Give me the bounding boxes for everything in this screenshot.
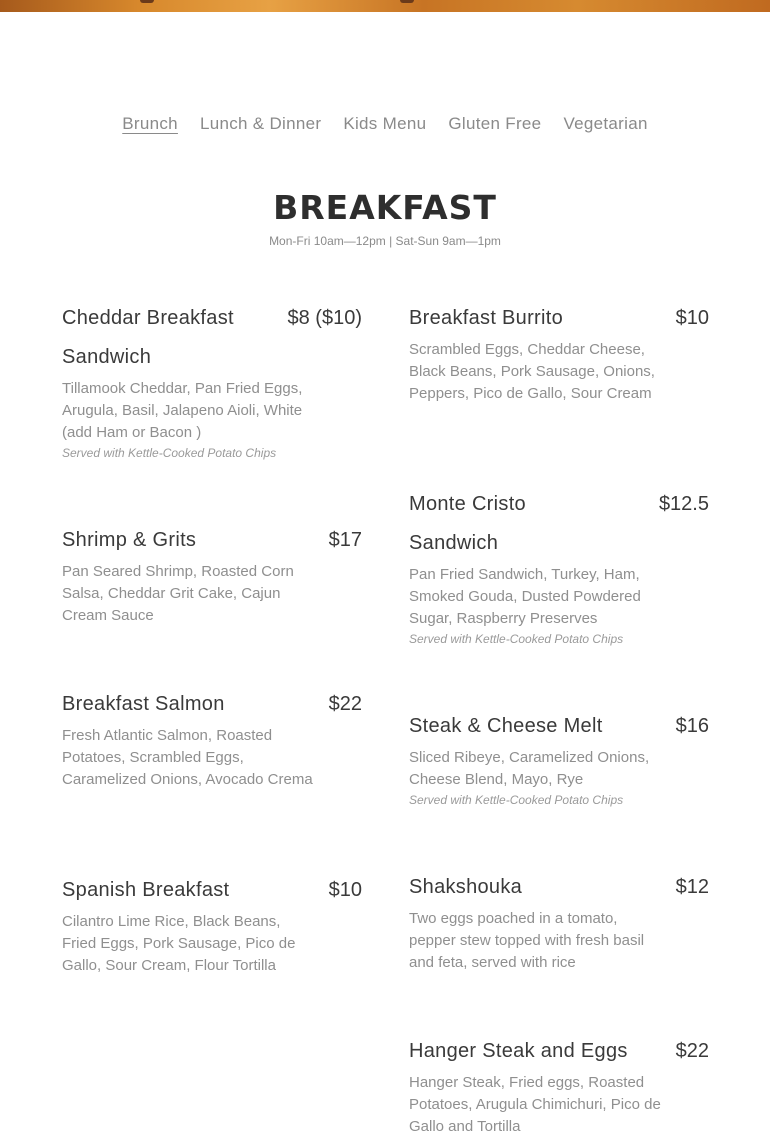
tab-vegetarian[interactable]: Vegetarian xyxy=(563,114,648,133)
hero-image-detail xyxy=(140,0,154,3)
hero-image-strip xyxy=(0,0,770,12)
menu-item-description: Pan Seared Shrimp, Roasted Corn Salsa, Cheddar Grit Cake, Cajun Cream Sauce xyxy=(62,563,294,624)
menu-item-price: $10 xyxy=(328,879,362,901)
menu-item-price: $22 xyxy=(328,693,362,715)
menu-item-description: Sliced Ribeye, Caramelized Onions, Cheese Blend, Mayo, Rye xyxy=(409,749,650,788)
menu-item xyxy=(409,485,709,648)
hero-image-detail xyxy=(400,0,414,3)
menu-item xyxy=(62,685,362,791)
menu-item-note: Served with Kettle-Cooked Potato Chips xyxy=(409,632,624,646)
menu-tabs xyxy=(0,114,770,134)
tab-brunch[interactable]: Brunch xyxy=(122,114,178,133)
menu-item xyxy=(409,868,709,974)
menu-item xyxy=(62,521,362,627)
menu-item-description: Tillamook Cheddar, Pan Fried Eggs, Arugula, Basil, Jalapeno Aioli, White (add Ham or Bacon ) xyxy=(62,380,303,441)
menu-item xyxy=(62,299,362,462)
menu-item-description: Scrambled Eggs, Cheddar Cheese, Black Beans, Pork Sausage, Onions, Peppers, Pico de Gallo, Sour Cream xyxy=(409,341,655,402)
menu-item-price: $10 xyxy=(675,307,709,329)
menu-item-name: Spanish Breakfast xyxy=(62,879,230,901)
menu-item xyxy=(409,707,709,809)
menu-item-price: $22 xyxy=(675,1040,709,1062)
tab-lunch-dinner[interactable]: Lunch & Dinner xyxy=(199,114,322,133)
menu-item-name: Hanger Steak and Eggs xyxy=(409,1040,628,1062)
menu-item-price: $12 xyxy=(675,876,709,898)
menu-item xyxy=(409,299,709,405)
menu-item-name: Shrimp & Grits xyxy=(62,529,197,551)
section-title: BREAKFAST xyxy=(273,188,497,227)
menu-item-description: Two eggs poached in a tomato, pepper stew topped with fresh basil and feta, served with rice xyxy=(409,910,645,971)
menu-item-name: Shakshouka xyxy=(409,876,523,898)
menu-item xyxy=(62,871,362,977)
menu-item-price: $12.5 xyxy=(658,493,709,515)
menu-item-note: Served with Kettle-Cooked Potato Chips xyxy=(409,793,624,807)
tab-kids-menu[interactable]: Kids Menu xyxy=(343,114,427,133)
section-hours: Mon-Fri 10am—12pm | Sat-Sun 9am—1pm xyxy=(269,234,501,248)
menu-item-description: Cilantro Lime Rice, Black Beans, Fried Eggs, Pork Sausage, Pico de Gallo, Sour Cream, Flour Tortilla xyxy=(62,913,296,974)
menu-item-description: Fresh Atlantic Salmon, Roasted Potatoes, Scrambled Eggs, Caramelized Onions, Avocado Crema xyxy=(62,727,313,788)
menu-item-name: Breakfast Burrito xyxy=(409,307,564,329)
menu-item-name: Cheddar Breakfast Sandwich xyxy=(62,307,234,368)
menu-item-description: Hanger Steak, Fried eggs, Roasted Potatoes, Arugula Chimichuri, Pico de Gallo and Tortilla xyxy=(409,1074,661,1135)
menu-item-name: Breakfast Salmon xyxy=(62,693,225,715)
tab-gluten-free[interactable]: Gluten Free xyxy=(448,114,542,133)
menu-item-note: Served with Kettle-Cooked Potato Chips xyxy=(62,446,277,460)
menu-item-price: $17 xyxy=(328,529,362,551)
menu-item-description: Pan Fried Sandwich, Turkey, Ham, Smoked Gouda, Dusted Powdered Sugar, Raspberry Preserves xyxy=(409,566,641,627)
menu-item xyxy=(409,1032,709,1138)
menu-item-name: Monte Cristo Sandwich xyxy=(409,493,526,554)
menu-item-name: Steak & Cheese Melt xyxy=(409,715,603,737)
menu-item-price: $8 ($10) xyxy=(287,307,362,329)
menu-item-price: $16 xyxy=(675,715,709,737)
